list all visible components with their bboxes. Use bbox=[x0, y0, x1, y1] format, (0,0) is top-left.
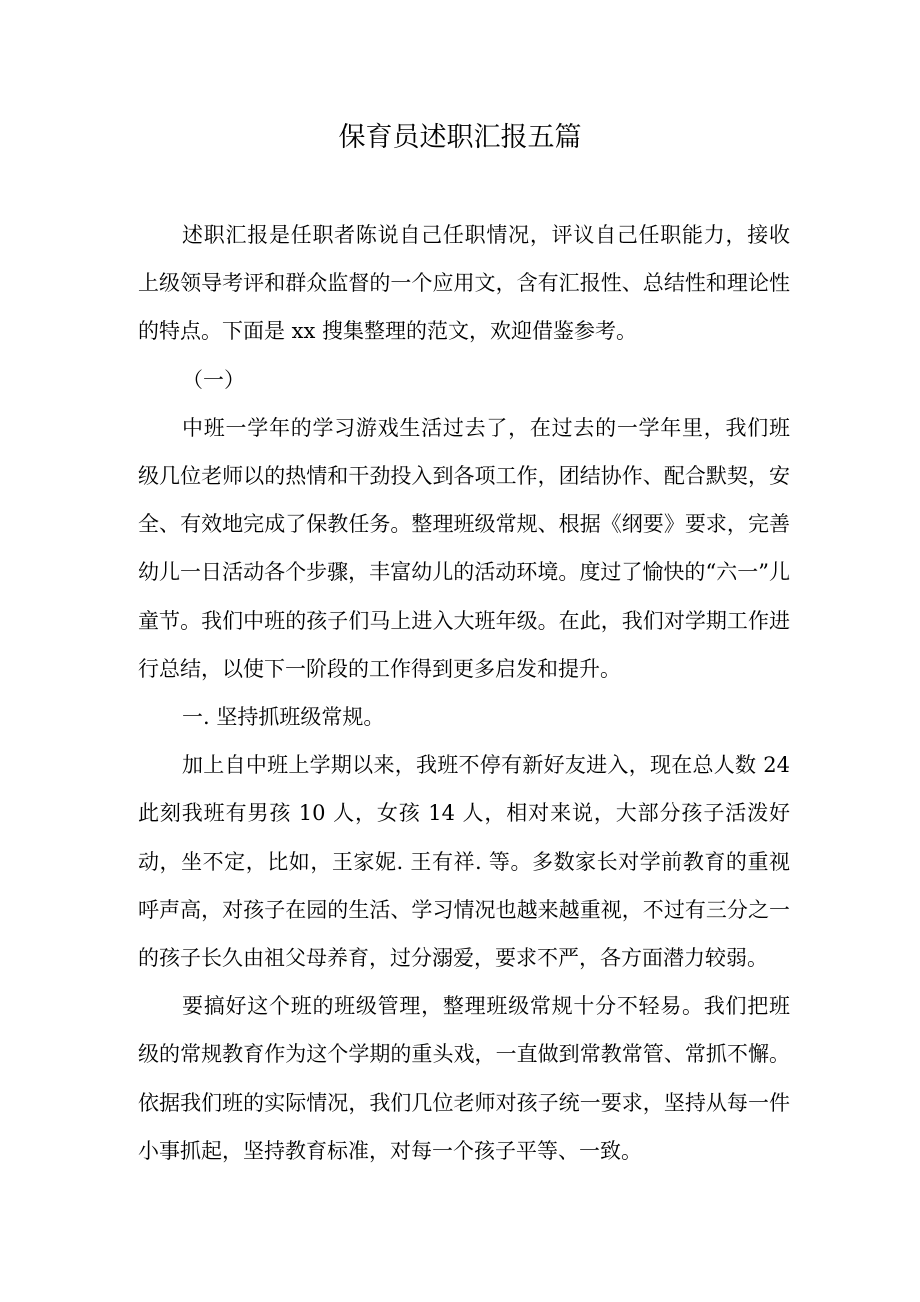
body-paragraph: 要搞好这个班的班级管理，整理班级常规十分不轻易。我们把班级的常规教育作为这个学期的重头戏，一直做到常教常管、常抓不懈。依据我们班的实际情况，我们几位老师对孩子统一要求，坚持从每一件小事抓起，坚持教育标准，对每一个孩子平等、一致。 bbox=[138, 994, 790, 1163]
document-title: 保育员述职汇报五篇 bbox=[338, 122, 582, 153]
section-number: （一） bbox=[182, 367, 245, 392]
intro-paragraph: 述职汇报是任职者陈说自己任职情况，评议自己任职能力，接收上级领导考评和群众监督的一个应用文，含有汇报性、总结性和理论性的特点。下面是 xx 搜集整理的范文，欢迎借鉴参考。 bbox=[138, 223, 790, 344]
subsection-heading: 一. 坚持抓班级常规。 bbox=[182, 705, 385, 730]
body-paragraph: 加上自中班上学期以来，我班不停有新好友进入，现在总人数 24 此刻我班有男孩 10 人，女孩 14 人，相对来说，大部分孩子活泼好动，坐不定，比如，王家妮. 王有祥. 等。多数家长对学前教育的重视呼声高，对孩子在园的生活、学习情况也越来越重视，不过有三分之一的孩子长久由祖父母养育，过分溺爱，要求不严，各方面潜力较弱。 bbox=[138, 753, 790, 971]
body-paragraph: 中班一学年的学习游戏生活过去了，在过去的一学年里，我们班级几位老师以的热情和干劲投入到各项工作，团结协作、配合默契，安全、有效地完成了保教任务。整理班级常规、根据《纲要》要求，完善幼儿一日活动各个步骤，丰富幼儿的活动环境。度过了愉快的“六一”儿童节。我们中班的孩子们马上进入大班年级。在此，我们对学期工作进行总结，以使下一阶段的工作得到更多启发和提升。 bbox=[138, 415, 790, 681]
document-body bbox=[138, 211, 790, 1175]
